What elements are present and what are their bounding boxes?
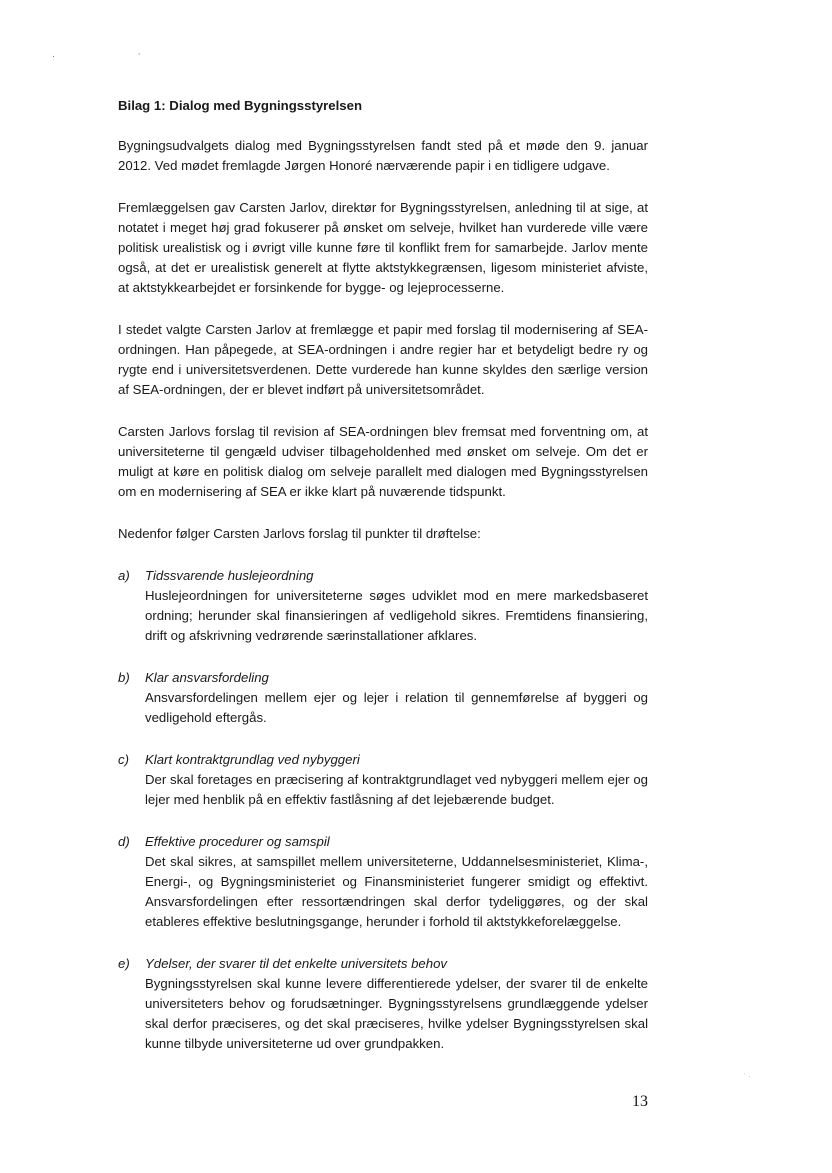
list-item xyxy=(118,566,648,646)
proposal-list xyxy=(118,566,648,1054)
scan-specks: . · xyxy=(52,50,181,60)
list-item-body: Det skal sikres, at samspillet mellem universiteterne, Uddannelsesministeriet, Klima-, Energi-, og Bygningsministeriet og Finansministeriet fungerer smidigt og effektivt. Ansvarsfordelingen efter ressortændringen skal derfor tydeliggøres, og der skal etableres effektive beslutningsgange, herunder i forhold til aktstykkeforelæggelse. xyxy=(145,854,648,929)
paragraph-1: Bygningsudvalgets dialog med Bygningsstyrelsen fandt sted på et møde den 9. januar 2012. Ved mødet fremlagde Jørgen Honoré nærværende papir i en tidligere udgave. xyxy=(118,138,648,173)
list-item xyxy=(118,668,648,728)
list-item-title: Klart kontraktgrundlag ved nybyggeri xyxy=(145,752,360,767)
document-page xyxy=(118,96,648,1076)
paragraph-4: Carsten Jarlovs forslag til revision af SEA-ordningen blev fremsat med forventning om, at universiteterne til gengæld udviser tilbageholdenhed med ønsket om selveje. Om det er muligt at køre en politisk dialog om selveje parallelt med dialogen med Bygningsstyrelsen om en modernisering af SEA er ikke klart på nuværende tidspunkt. xyxy=(118,424,648,499)
paragraph-3: I stedet valgte Carsten Jarlov at fremlægge et papir med forslag til modernisering af SEA-ordningen. Han påpegede, at SEA-ordningen i andre regier har et betydeligt bedre ry og rygte end i universitetsverdenen. Dette vurderede han kunne skyldes den særlige version af SEA-ordningen, der er blevet indført på universitetsområdet. xyxy=(118,322,648,397)
list-item-title: Effektive procedurer og samspil xyxy=(145,834,330,849)
paragraph-2: Fremlæggelsen gav Carsten Jarlov, direktør for Bygningsstyrelsen, anledning til at sige, at notatet i meget høj grad fokuserer på ønsket om selveje, hvilket han vurderede ville være politisk urealistisk og i øvrigt ville kunne føre til konflikt frem for samarbejde. Jarlov mente også, at det er urealistisk generelt at flytte aktstykkegrænsen, ligesom ministeriet afviste, at aktstykkearbejdet er forsinkende for bygge- og lejeprocesserne. xyxy=(118,200,648,295)
list-item-title: Ydelser, der svarer til det enkelte universitets behov xyxy=(145,956,448,971)
list-item-body: Bygningsstyrelsen skal kunne levere differentierede ydelser, der svarer til de enkelte universiteters behov og forudsætninger. Bygningsstyrelsens grundlæggende ydelser skal derfor præciseres, og det skal præciseres, hvilke ydelser Bygningsstyrelsen skal kunne tilbyde universiteterne ud over grundpakken. xyxy=(145,976,648,1051)
list-item-title: Klar ansvarsfordeling xyxy=(145,670,269,685)
list-item-title: Tidssvarende huslejeordning xyxy=(145,568,314,583)
list-marker: a) xyxy=(118,568,130,583)
document-heading: Bilag 1: Dialog med Bygningsstyrelsen xyxy=(118,98,363,113)
page-number: 13 xyxy=(632,1093,648,1110)
paragraph-5: Nedenfor følger Carsten Jarlovs forslag til punkter til drøftelse: xyxy=(118,526,481,541)
list-marker: c) xyxy=(118,752,129,767)
list-marker: d) xyxy=(118,834,130,849)
list-item xyxy=(118,954,648,1054)
list-item xyxy=(118,750,648,810)
list-item-body: Ansvarsfordelingen mellem ejer og lejer i relation til gennemførelse af byggeri og vedligehold eftergås. xyxy=(145,690,648,725)
list-marker: b) xyxy=(118,670,130,685)
list-item-body: Der skal foretages en præcisering af kontraktgrundlaget ved nybyggeri mellem ejer og lejer med henblik på en effektiv fastlåsning af det lejebærende budget. xyxy=(145,772,648,807)
scan-speck: · . xyxy=(743,1070,751,1079)
list-marker: e) xyxy=(118,956,130,971)
list-item-body: Huslejeordningen for universiteterne søges udviklet mod en mere markedsbaseret ordning; herunder skal finansieringen af vedligehold sikres. Fremtidens finansiering, drift og afskrivning vedrørende særinstallationer afklares. xyxy=(145,588,648,643)
list-item xyxy=(118,832,648,932)
